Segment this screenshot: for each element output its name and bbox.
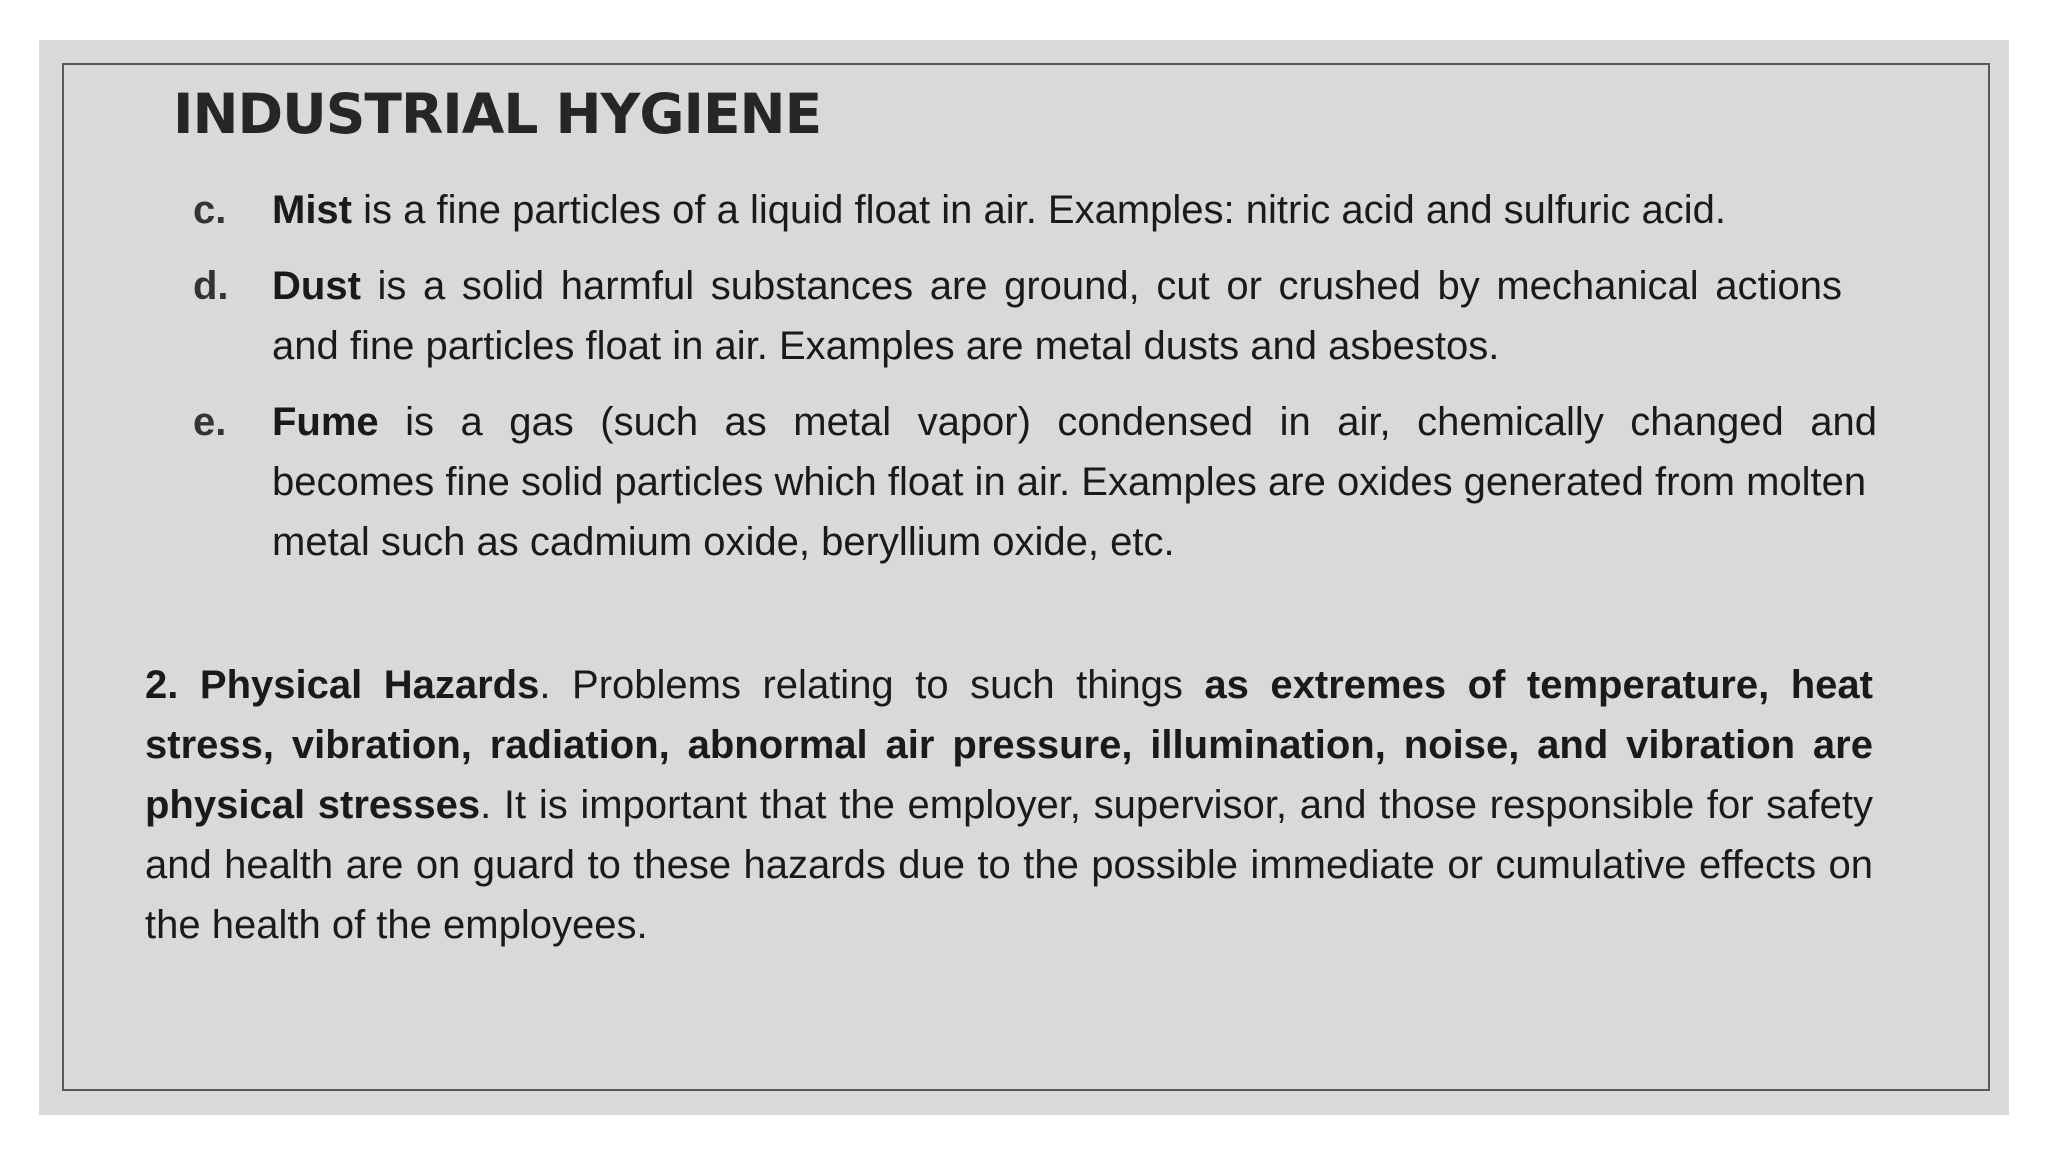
term-dust: Dust [272,264,361,308]
paragraph-text-1: . Problems relating to such things [539,663,1205,707]
hazard-list [193,180,1893,588]
term-fume: Fume [272,400,379,444]
list-marker: e. [193,400,227,444]
fume-first-line [272,392,1877,452]
definition-mist: is a fine particles of a liquid float in air. Examples: nitric acid and sulfuric acid. [352,188,1726,232]
list-item-text [272,392,1877,572]
definition-fume-rest: becomes fine solid particles which float in air. Examples are oxides generated from molten metal such as cadmium oxide, beryllium oxide, etc. [272,460,1867,564]
term-mist: Mist [272,188,352,232]
paragraph-text-2: . It is important that the employer, supervisor, and those responsible for safety and health are on guard to these hazards due to the possible immediate or cumulative effects on the health of the employees. [145,783,1873,947]
physical-hazards-paragraph [145,655,1873,955]
list-item-text [272,180,1912,240]
list-item-mist [193,180,1893,240]
list-marker: d. [193,264,229,308]
list-item-dust [193,256,1893,376]
list-item-text [272,256,1842,376]
list-marker: c. [193,188,227,232]
physical-hazards-heading: 2. Physical Hazards [145,663,540,707]
definition-fume-line1: is a gas (such as metal vapor) condensed in air, chemically changed and [378,400,1877,444]
slide-title: INDUSTRIAL HYGIENE [173,82,822,146]
list-item-fume [193,392,1893,572]
definition-dust: is a solid harmful substances are ground, cut or crushed by mechanical actions and fine particles float in air. Examples are metal dusts and asbestos. [272,264,1842,368]
physical-stresses-phrase: as extremes of temperature, heat stress, vibration, radiation, abnormal air pressure, illumination, noise, and vibration are physical stresses [145,663,1873,827]
